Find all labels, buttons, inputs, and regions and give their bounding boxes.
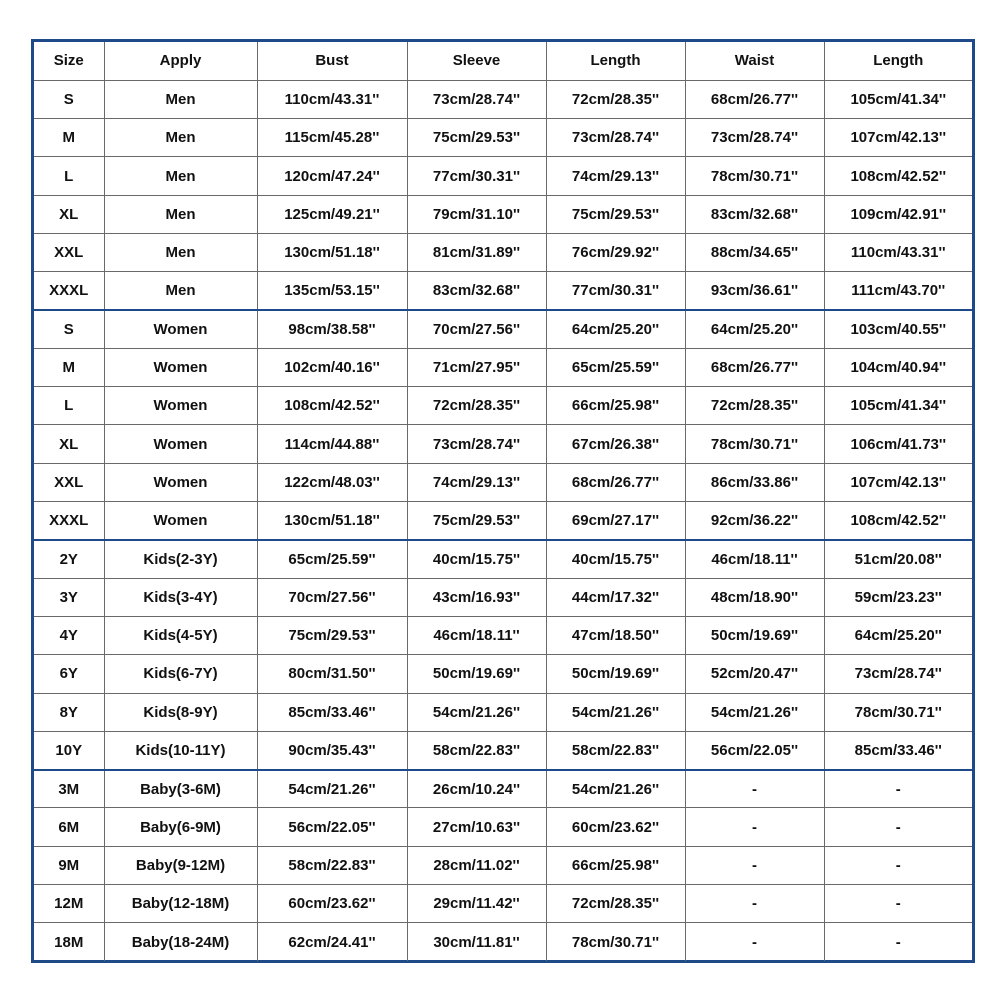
waist-cell: 50cm/19.69''	[685, 616, 824, 654]
table-row	[34, 463, 972, 501]
pants-length-cell: 73cm/28.74''	[824, 655, 972, 693]
waist-cell: 56cm/22.05''	[685, 731, 824, 769]
table-row	[34, 195, 972, 233]
table-body	[34, 80, 972, 961]
waist-cell: -	[685, 846, 824, 884]
table-header	[34, 42, 972, 80]
length-cell: 78cm/30.71''	[546, 923, 685, 961]
pants-length-cell: 105cm/41.34''	[824, 387, 972, 425]
pants-length-cell: -	[824, 770, 972, 808]
waist-cell: 72cm/28.35''	[685, 387, 824, 425]
pants-length-cell: 85cm/33.46''	[824, 731, 972, 769]
apply-cell: Kids(2-3Y)	[104, 540, 257, 578]
sleeve-cell: 75cm/29.53''	[407, 119, 546, 157]
pants-length-cell: 105cm/41.34''	[824, 80, 972, 118]
sleeve-cell: 46cm/18.11''	[407, 616, 546, 654]
waist-cell: -	[685, 808, 824, 846]
sleeve-cell: 71cm/27.95''	[407, 348, 546, 386]
bust-cell: 75cm/29.53''	[257, 616, 407, 654]
size-cell: M	[34, 119, 104, 157]
table-row	[34, 923, 972, 961]
waist-cell: -	[685, 923, 824, 961]
header-length: Length	[546, 42, 685, 80]
sleeve-cell: 40cm/15.75''	[407, 540, 546, 578]
table-row	[34, 616, 972, 654]
length-cell: 64cm/25.20''	[546, 310, 685, 348]
size-cell: L	[34, 387, 104, 425]
length-cell: 54cm/21.26''	[546, 770, 685, 808]
header-pants-length: Length	[824, 42, 972, 80]
waist-cell: 54cm/21.26''	[685, 693, 824, 731]
sleeve-cell: 50cm/19.69''	[407, 655, 546, 693]
size-cell: XXXL	[34, 272, 104, 310]
waist-cell: -	[685, 885, 824, 923]
size-cell: 3M	[34, 770, 104, 808]
table-row	[34, 502, 972, 540]
size-cell: 12M	[34, 885, 104, 923]
sleeve-cell: 28cm/11.02''	[407, 846, 546, 884]
table-row	[34, 425, 972, 463]
apply-cell: Men	[104, 119, 257, 157]
length-cell: 72cm/28.35''	[546, 885, 685, 923]
sleeve-cell: 30cm/11.81''	[407, 923, 546, 961]
waist-cell: 83cm/32.68''	[685, 195, 824, 233]
sleeve-cell: 43cm/16.93''	[407, 578, 546, 616]
pants-length-cell: -	[824, 885, 972, 923]
pants-length-cell: 106cm/41.73''	[824, 425, 972, 463]
sleeve-cell: 70cm/27.56''	[407, 310, 546, 348]
apply-cell: Men	[104, 157, 257, 195]
sleeve-cell: 27cm/10.63''	[407, 808, 546, 846]
header-bust: Bust	[257, 42, 407, 80]
pants-length-cell: -	[824, 923, 972, 961]
length-cell: 69cm/27.17''	[546, 502, 685, 540]
bust-cell: 85cm/33.46''	[257, 693, 407, 731]
size-cell: XXL	[34, 463, 104, 501]
table-row	[34, 885, 972, 923]
table-row	[34, 731, 972, 769]
waist-cell: 88cm/34.65''	[685, 233, 824, 271]
apply-cell: Baby(18-24M)	[104, 923, 257, 961]
sleeve-cell: 29cm/11.42''	[407, 885, 546, 923]
size-cell: 9M	[34, 846, 104, 884]
apply-cell: Baby(9-12M)	[104, 846, 257, 884]
sleeve-cell: 81cm/31.89''	[407, 233, 546, 271]
sleeve-cell: 74cm/29.13''	[407, 463, 546, 501]
apply-cell: Baby(6-9M)	[104, 808, 257, 846]
pants-length-cell: 107cm/42.13''	[824, 119, 972, 157]
apply-cell: Kids(10-11Y)	[104, 731, 257, 769]
bust-cell: 70cm/27.56''	[257, 578, 407, 616]
table-row	[34, 808, 972, 846]
table-row	[34, 578, 972, 616]
length-cell: 67cm/26.38''	[546, 425, 685, 463]
size-cell: 8Y	[34, 693, 104, 731]
bust-cell: 135cm/53.15''	[257, 272, 407, 310]
length-cell: 77cm/30.31''	[546, 272, 685, 310]
waist-cell: 68cm/26.77''	[685, 80, 824, 118]
waist-cell: 93cm/36.61''	[685, 272, 824, 310]
apply-cell: Kids(6-7Y)	[104, 655, 257, 693]
waist-cell: 68cm/26.77''	[685, 348, 824, 386]
apply-cell: Men	[104, 195, 257, 233]
apply-cell: Women	[104, 348, 257, 386]
bust-cell: 110cm/43.31''	[257, 80, 407, 118]
waist-cell: 78cm/30.71''	[685, 425, 824, 463]
table-row	[34, 157, 972, 195]
length-cell: 75cm/29.53''	[546, 195, 685, 233]
waist-cell: 73cm/28.74''	[685, 119, 824, 157]
header-row	[34, 42, 972, 80]
size-chart-frame	[31, 39, 975, 963]
length-cell: 40cm/15.75''	[546, 540, 685, 578]
size-cell: 10Y	[34, 731, 104, 769]
sleeve-cell: 79cm/31.10''	[407, 195, 546, 233]
waist-cell: 52cm/20.47''	[685, 655, 824, 693]
pants-length-cell: 109cm/42.91''	[824, 195, 972, 233]
size-cell: S	[34, 310, 104, 348]
apply-cell: Men	[104, 233, 257, 271]
length-cell: 66cm/25.98''	[546, 846, 685, 884]
pants-length-cell: -	[824, 808, 972, 846]
size-cell: XXXL	[34, 502, 104, 540]
bust-cell: 62cm/24.41''	[257, 923, 407, 961]
waist-cell: -	[685, 770, 824, 808]
pants-length-cell: 59cm/23.23''	[824, 578, 972, 616]
apply-cell: Kids(4-5Y)	[104, 616, 257, 654]
header-apply: Apply	[104, 42, 257, 80]
length-cell: 47cm/18.50''	[546, 616, 685, 654]
size-cell: 6M	[34, 808, 104, 846]
pants-length-cell: 111cm/43.70''	[824, 272, 972, 310]
length-cell: 54cm/21.26''	[546, 693, 685, 731]
table-row	[34, 119, 972, 157]
apply-cell: Baby(3-6M)	[104, 770, 257, 808]
bust-cell: 58cm/22.83''	[257, 846, 407, 884]
sleeve-cell: 26cm/10.24''	[407, 770, 546, 808]
table-row	[34, 770, 972, 808]
apply-cell: Baby(12-18M)	[104, 885, 257, 923]
apply-cell: Kids(3-4Y)	[104, 578, 257, 616]
table-row	[34, 80, 972, 118]
sleeve-cell: 83cm/32.68''	[407, 272, 546, 310]
bust-cell: 90cm/35.43''	[257, 731, 407, 769]
size-cell: 6Y	[34, 655, 104, 693]
pants-length-cell: 78cm/30.71''	[824, 693, 972, 731]
bust-cell: 130cm/51.18''	[257, 502, 407, 540]
length-cell: 74cm/29.13''	[546, 157, 685, 195]
length-cell: 50cm/19.69''	[546, 655, 685, 693]
apply-cell: Women	[104, 387, 257, 425]
header-size: Size	[34, 42, 104, 80]
bust-cell: 80cm/31.50''	[257, 655, 407, 693]
length-cell: 68cm/26.77''	[546, 463, 685, 501]
apply-cell: Men	[104, 272, 257, 310]
length-cell: 76cm/29.92''	[546, 233, 685, 271]
bust-cell: 122cm/48.03''	[257, 463, 407, 501]
pants-length-cell: -	[824, 846, 972, 884]
length-cell: 72cm/28.35''	[546, 80, 685, 118]
table-row	[34, 348, 972, 386]
pants-length-cell: 107cm/42.13''	[824, 463, 972, 501]
bust-cell: 125cm/49.21''	[257, 195, 407, 233]
table-row	[34, 693, 972, 731]
sleeve-cell: 75cm/29.53''	[407, 502, 546, 540]
bust-cell: 60cm/23.62''	[257, 885, 407, 923]
table-row	[34, 655, 972, 693]
bust-cell: 56cm/22.05''	[257, 808, 407, 846]
pants-length-cell: 103cm/40.55''	[824, 310, 972, 348]
length-cell: 73cm/28.74''	[546, 119, 685, 157]
table-row	[34, 233, 972, 271]
size-cell: L	[34, 157, 104, 195]
table-row	[34, 272, 972, 310]
sleeve-cell: 73cm/28.74''	[407, 425, 546, 463]
header-waist: Waist	[685, 42, 824, 80]
length-cell: 58cm/22.83''	[546, 731, 685, 769]
bust-cell: 130cm/51.18''	[257, 233, 407, 271]
size-cell: 3Y	[34, 578, 104, 616]
sleeve-cell: 58cm/22.83''	[407, 731, 546, 769]
sleeve-cell: 77cm/30.31''	[407, 157, 546, 195]
size-chart-table	[34, 42, 972, 961]
waist-cell: 64cm/25.20''	[685, 310, 824, 348]
bust-cell: 115cm/45.28''	[257, 119, 407, 157]
waist-cell: 86cm/33.86''	[685, 463, 824, 501]
size-cell: 2Y	[34, 540, 104, 578]
apply-cell: Women	[104, 425, 257, 463]
apply-cell: Men	[104, 80, 257, 118]
size-cell: M	[34, 348, 104, 386]
table-row	[34, 540, 972, 578]
bust-cell: 102cm/40.16''	[257, 348, 407, 386]
waist-cell: 48cm/18.90''	[685, 578, 824, 616]
length-cell: 60cm/23.62''	[546, 808, 685, 846]
pants-length-cell: 51cm/20.08''	[824, 540, 972, 578]
waist-cell: 92cm/36.22''	[685, 502, 824, 540]
bust-cell: 108cm/42.52''	[257, 387, 407, 425]
pants-length-cell: 104cm/40.94''	[824, 348, 972, 386]
apply-cell: Women	[104, 310, 257, 348]
pants-length-cell: 108cm/42.52''	[824, 502, 972, 540]
pants-length-cell: 110cm/43.31''	[824, 233, 972, 271]
length-cell: 65cm/25.59''	[546, 348, 685, 386]
table-row	[34, 846, 972, 884]
length-cell: 44cm/17.32''	[546, 578, 685, 616]
length-cell: 66cm/25.98''	[546, 387, 685, 425]
bust-cell: 98cm/38.58''	[257, 310, 407, 348]
header-sleeve: Sleeve	[407, 42, 546, 80]
bust-cell: 120cm/47.24''	[257, 157, 407, 195]
apply-cell: Kids(8-9Y)	[104, 693, 257, 731]
pants-length-cell: 64cm/25.20''	[824, 616, 972, 654]
pants-length-cell: 108cm/42.52''	[824, 157, 972, 195]
size-cell: S	[34, 80, 104, 118]
bust-cell: 54cm/21.26''	[257, 770, 407, 808]
bust-cell: 114cm/44.88''	[257, 425, 407, 463]
size-cell: XL	[34, 425, 104, 463]
table-row	[34, 310, 972, 348]
sleeve-cell: 72cm/28.35''	[407, 387, 546, 425]
apply-cell: Women	[104, 502, 257, 540]
size-cell: XL	[34, 195, 104, 233]
waist-cell: 46cm/18.11''	[685, 540, 824, 578]
size-cell: XXL	[34, 233, 104, 271]
apply-cell: Women	[104, 463, 257, 501]
table-row	[34, 387, 972, 425]
sleeve-cell: 73cm/28.74''	[407, 80, 546, 118]
sleeve-cell: 54cm/21.26''	[407, 693, 546, 731]
bust-cell: 65cm/25.59''	[257, 540, 407, 578]
size-cell: 4Y	[34, 616, 104, 654]
size-cell: 18M	[34, 923, 104, 961]
waist-cell: 78cm/30.71''	[685, 157, 824, 195]
